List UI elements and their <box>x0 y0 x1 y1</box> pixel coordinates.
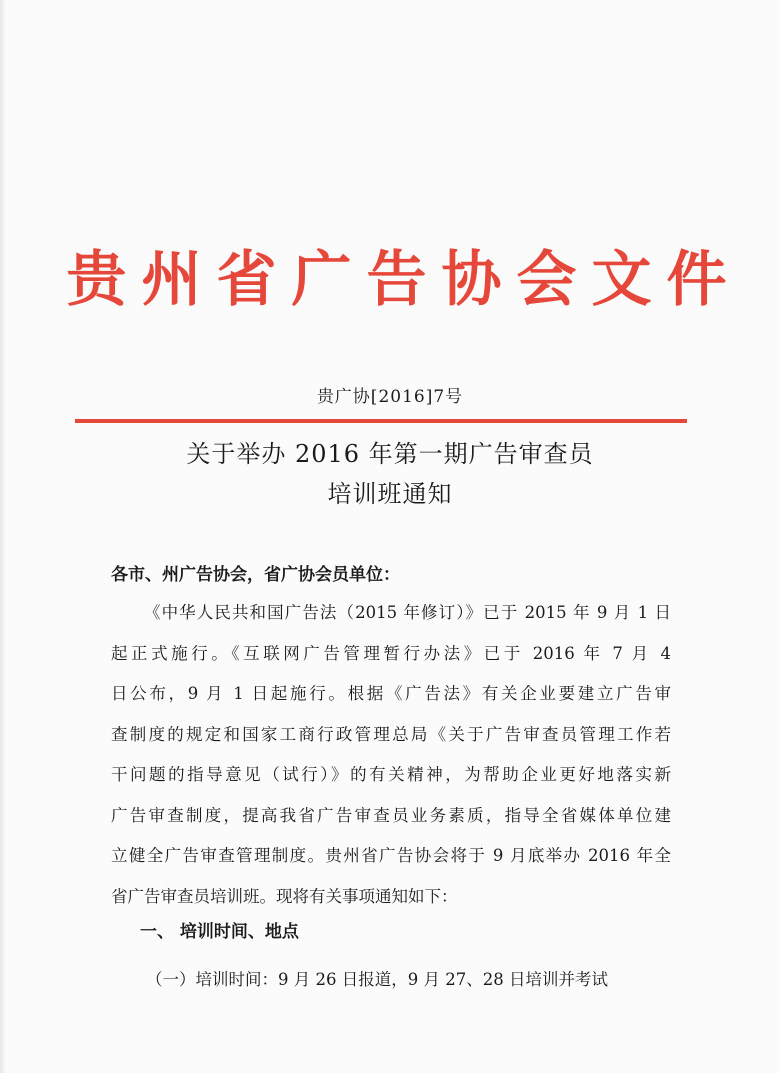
red-letterhead-title: 贵州省广告协会文件 <box>66 245 742 315</box>
body-line: 广告审查制度，提高我省广告审查员业务素质，指导全省媒体单位建 <box>111 805 671 825</box>
notice-title-line-2: 培训班通知 <box>327 480 453 508</box>
body-line: 省广告审查员培训班。现将有关事项通知如下： <box>111 886 458 906</box>
notice-title-line-1: 关于举办 2016 年第一期广告审查员 <box>186 440 594 468</box>
red-separator-rule <box>75 419 687 423</box>
body-line: 起正式施行。《互联网广告管理暂行办法》已于 2016 年 7 月 4 <box>111 643 671 663</box>
body-line: 干问题的指导意见（试行）》的有关精神，为帮助企业更好地落实新 <box>111 765 671 784</box>
notice-title <box>0 434 780 514</box>
body-line: 《中华人民共和国广告法（2015 年修订）》已于 2015 年 9 月 1 日 <box>144 603 671 622</box>
document-number: 贵广协[2016]7号 <box>316 387 464 407</box>
scan-edge-shadow <box>0 0 6 1073</box>
section-heading-1: 一、 培训时间、地点 <box>140 922 299 942</box>
body-line: 日公布，9 月 1 日起施行。根据《广告法》有关企业要建立广告审 <box>111 684 671 703</box>
body-paragraph <box>111 593 671 917</box>
sub-item-training-time: （一）培训时间：9 月 26 日报道，9 月 27、28 日培训并考试 <box>146 970 608 989</box>
body-line: 查制度的规定和国家工商行政管理总局《关于广告审查员管理工作若 <box>111 724 671 744</box>
salutation: 各市、州广告协会，省广协会员单位： <box>111 565 400 585</box>
body-line: 立健全广告审查管理制度。贵州省广告协会将于 9 月底举办 2016 年全 <box>111 846 671 865</box>
